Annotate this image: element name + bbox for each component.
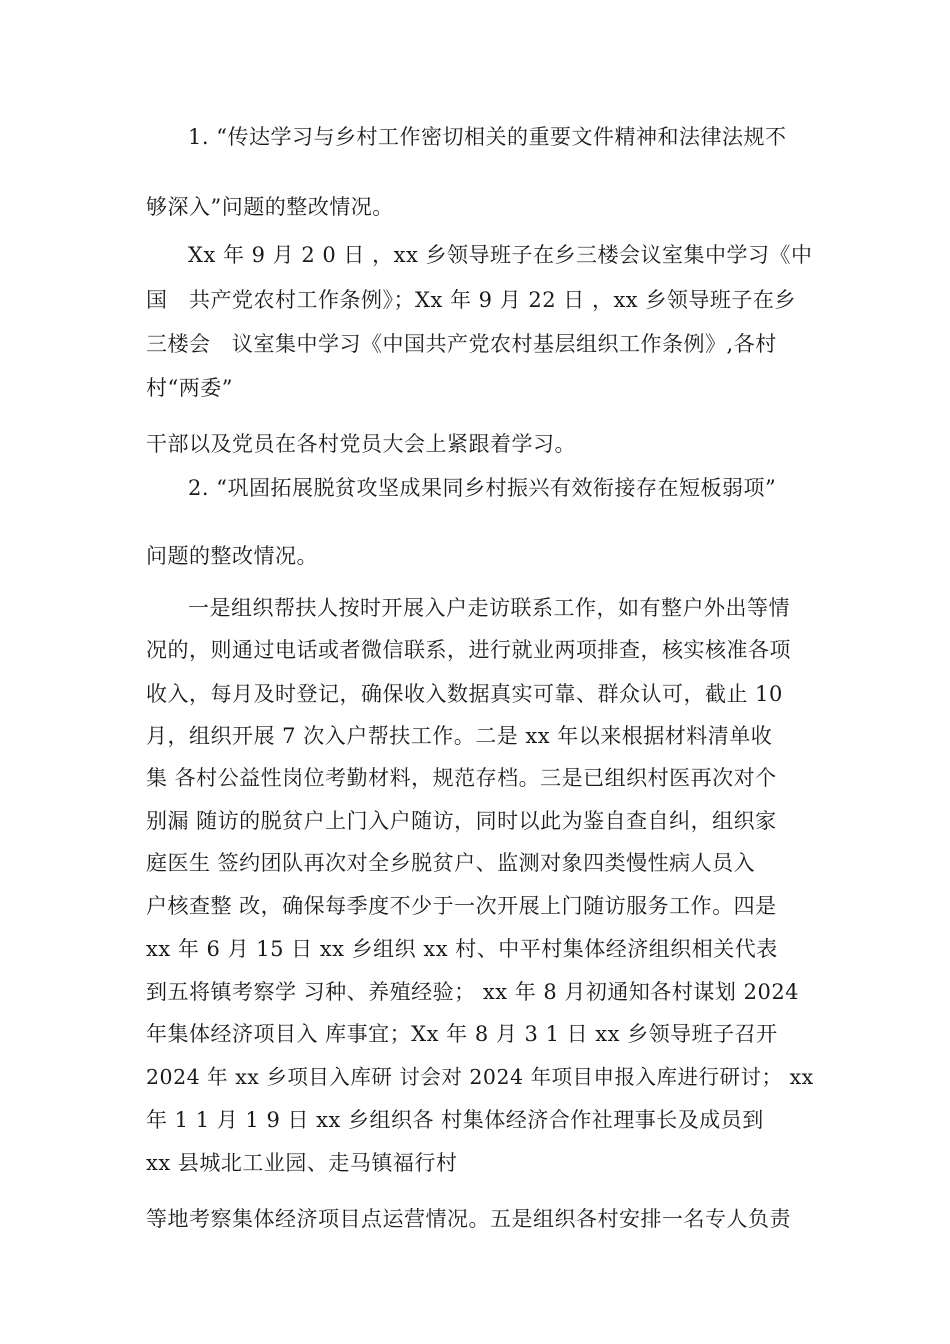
paragraph-line: 三楼会 议室集中学习《中国共产党农村基层组织工作条例》,各村 (146, 332, 777, 356)
paragraph-line: 年集体经济项目入 库事宜；Xx 年 8 月 3 1 日 xx 乡领导班子召开 (146, 1022, 778, 1046)
paragraph-line: 一是组织帮扶人按时开展入户走访联系工作，如有整户外出等情 (188, 596, 790, 620)
paragraph-line: 收入，每月及时登记，确保收入数据真实可靠、群众认可，截止 10 (146, 682, 783, 706)
paragraph-line: 村“两委” (146, 376, 233, 400)
paragraph-line: 月，组织开展 7 次入户帮扶工作。二是 xx 年以来根据材料清单收 (146, 724, 773, 748)
paragraph-line: 别漏 随访的脱贫户上门入户随访，同时以此为鉴自查自纠，组织家 (146, 809, 777, 833)
paragraph-line: 年 1 1 月 1 9 日 xx 乡组织各 村集体经济合作社理事长及成员到 (146, 1108, 764, 1132)
paragraph-line: 干部以及党员在各村党员大会上紧跟着学习。 (146, 432, 576, 456)
paragraph-line: 庭医生 签约团队再次对全乡脱贫户、监测对象四类慢性病人员入 (146, 851, 756, 875)
paragraph-line: xx 县城北工业园、走马镇福行村 (146, 1151, 458, 1175)
paragraph-line: 户核查整 改，确保每季度不少于一次开展上门随访服务工作。四是 (146, 894, 777, 918)
paragraph-line: 况的，则通过电话或者微信联系，进行就业两项排查，核实核准各项 (146, 638, 791, 662)
paragraph-line: 问题的整改情况。 (146, 544, 318, 568)
heading-item-2: 2. “巩固拓展脱贫攻坚成果同乡村振兴有效衔接存在短板弱项” (188, 476, 777, 500)
paragraph-line: Xx 年 9 月 2 0 日 ，xx 乡领导班子在乡三楼会议室集中学习《中 (188, 243, 813, 267)
paragraph-line: 国 共产党农村工作条例》；Xx 年 9 月 22 日 ，xx 乡领导班子在乡 (146, 288, 796, 312)
heading-item-1: 1. “传达学习与乡村工作密切相关的重要文件精神和法律法规不 (188, 125, 787, 149)
paragraph-line: 2024 年 xx 乡项目入库研 讨会对 2024 年项目申报入库进行研讨； xx (146, 1065, 814, 1089)
paragraph-line: 够深入”问题的整改情况。 (146, 195, 394, 219)
paragraph-line: 集 各村公益性岗位考勤材料，规范存档。三是已组织村医再次对个 (146, 766, 777, 790)
paragraph-line: 到五将镇考察学 习种、养殖经验； xx 年 8 月初通知各村谋划 2024 (146, 980, 800, 1004)
paragraph-line: xx 年 6 月 15 日 xx 乡组织 xx 村、中平村集体经济组织相关代表 (146, 937, 778, 961)
paragraph-line: 等地考察集体经济项目点运营情况。五是组织各村安排一名专人负责 (146, 1207, 791, 1231)
